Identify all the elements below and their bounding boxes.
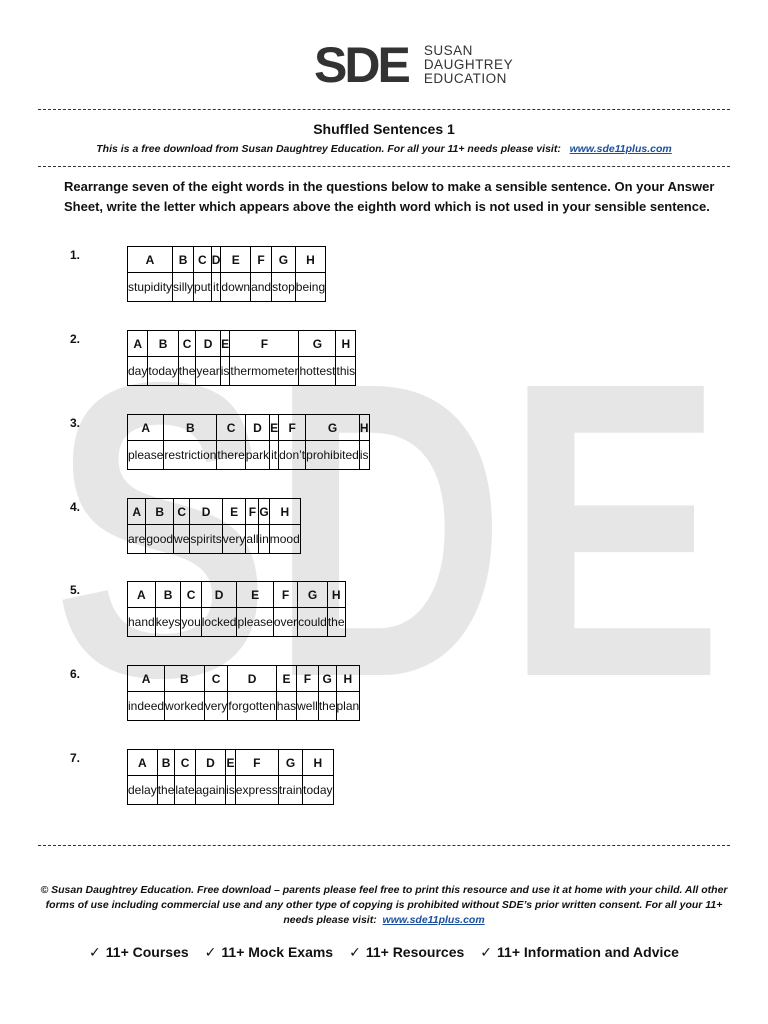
check-icon: ✓ [349,944,361,960]
word-cell: down [221,273,251,302]
word-grid [127,498,301,554]
word-grid [127,581,346,637]
footer-text: © Susan Daughtrey Education. Free download – parents please feel free to print this resource and use it at home with your child. All other forms of use including commercial use and any other type of copying is prohibited without SDE’s prior written consent. For all your 11+ needs please visit: [40,884,728,926]
word-cell: train [278,776,302,805]
word-cell: delay [128,776,158,805]
word-cell: well [297,692,319,721]
question-number: 2. [70,332,81,346]
footer-link[interactable]: www.sde11plus.com [382,914,485,926]
letter-cell: B [146,499,174,525]
logo-line-3: EDUCATION [423,71,507,86]
word-cell: the [157,776,175,805]
subtitle-link[interactable]: www.sde11plus.com [569,143,672,155]
footer-notice [40,883,728,928]
word-cell: locked [201,608,237,637]
feature-item: ✓ 11+ Mock Exams [204,944,334,960]
letter-cell: B [165,666,205,692]
feature-list [0,944,768,961]
letter-cell: H [303,750,333,776]
word-cell: very [222,525,246,554]
check-icon: ✓ [204,944,217,960]
word-cell: thermometer [230,357,299,386]
word-row [128,608,346,637]
letter-cell: D [201,582,237,608]
word-cell: the [327,608,345,637]
word-cell: is [226,776,236,805]
letter-cell: E [221,247,251,273]
logo-line-2: DAUGHTREY [423,57,514,72]
question-number: 4. [70,500,81,514]
letter-cell: G [259,499,269,525]
letter-cell: F [273,582,297,608]
word-cell: again [195,776,225,805]
word-cell: the [318,692,336,721]
word-cell: indeed [128,692,165,721]
letter-cell: B [157,750,175,776]
letter-cell: A [128,247,173,273]
question-number: 6. [70,667,81,681]
word-cell: late [175,776,195,805]
letter-cell: H [336,331,356,357]
word-cell: put [194,273,212,302]
word-grid [127,749,334,805]
word-cell: is [220,357,230,386]
word-cell: hottest [299,357,336,386]
letter-cell: C [174,499,190,525]
word-row [128,776,334,805]
divider-mid [38,166,730,167]
letter-cell: G [299,331,336,357]
letter-row [128,415,370,441]
letter-cell: D [190,499,222,525]
letter-row [128,582,346,608]
letter-cell: D [195,750,225,776]
word-cell: express [235,776,278,805]
letter-cell: D [245,415,269,441]
word-cell: forgotten [228,692,276,721]
letter-cell: A [128,582,156,608]
letter-cell: E [222,499,246,525]
letter-cell: F [230,331,299,357]
page-title: Shuffled Sentences 1 [313,121,455,137]
letter-cell: H [327,582,345,608]
svg-text:SDE: SDE [53,360,723,690]
letter-cell: F [235,750,278,776]
letter-cell: D [211,247,221,273]
letter-cell: E [270,415,279,441]
word-cell: day [128,357,148,386]
letter-cell: F [297,666,319,692]
check-icon: ✓ [480,944,493,960]
logo-line-1: SUSAN [423,43,473,58]
letter-row [128,750,334,776]
question-number: 5. [70,583,81,597]
letter-cell: B [164,415,217,441]
question-number: 3. [70,416,81,430]
letter-cell: F [246,499,259,525]
word-cell: has [276,692,296,721]
check-icon: ✓ [89,944,101,960]
word-cell: mood [269,525,300,554]
feature-item: ✓ 11+ Resources [349,944,465,960]
letter-cell: H [295,247,325,273]
word-cell: today [303,776,333,805]
word-grid [127,330,356,386]
sde-logo [314,37,514,93]
letter-cell: A [128,331,148,357]
letter-row [128,247,326,273]
letter-cell: B [173,247,194,273]
word-cell: it [211,273,221,302]
word-cell: are [128,525,146,554]
instructions: Rearrange seven of the eight words in the questions below to make a sensible sentence. On your Answer Sheet, write the letter which appears above the eighth word which is not used in your sensible sentence. [64,179,715,214]
word-cell: all [246,525,259,554]
question-number: 7. [70,751,81,765]
divider-bottom [38,845,730,846]
word-row [128,525,301,554]
subtitle [0,143,768,155]
letter-cell: C [178,331,196,357]
letter-cell: F [279,415,306,441]
word-cell: very [204,692,228,721]
word-cell: keys [155,608,181,637]
letter-cell: D [196,331,220,357]
letter-cell: A [128,666,165,692]
word-cell: over [273,608,297,637]
word-cell: today [148,357,178,386]
word-cell: you [181,608,201,637]
letter-cell: E [237,582,273,608]
word-grid [127,414,370,470]
letter-cell: B [148,331,178,357]
word-cell: good [146,525,174,554]
word-cell: please [237,608,273,637]
letter-cell: A [128,415,164,441]
letter-cell: A [128,499,146,525]
letter-cell: E [220,331,230,357]
word-cell: silly [173,273,194,302]
word-grid [127,246,326,302]
letter-cell: C [181,582,201,608]
letter-row [128,499,301,525]
letter-cell: B [155,582,181,608]
letter-row [128,331,356,357]
letter-cell: G [278,750,302,776]
letter-cell: E [226,750,236,776]
letter-cell: D [228,666,276,692]
word-cell: it [270,441,279,470]
logo-wordmark [424,44,513,86]
logo-mark: SDE [314,37,408,93]
word-cell: being [295,273,325,302]
feature-item: ✓ 11+ Courses [89,944,189,960]
word-cell: the [178,357,196,386]
letter-cell: C [217,415,245,441]
word-cell: prohibited [306,441,360,470]
letter-cell: A [128,750,158,776]
word-cell: this [336,357,356,386]
letter-cell: C [194,247,212,273]
word-cell: plan [336,692,360,721]
word-cell: stop [272,273,296,302]
word-cell: in [259,525,269,554]
word-cell: we [174,525,190,554]
feature-item: ✓ 11+ Information and Advice [480,944,679,960]
letter-cell: H [269,499,300,525]
subtitle-text: This is a free download from Susan Daughtrey Education. For all your 11+ needs please visit: [96,143,561,155]
word-cell: park [245,441,269,470]
letter-cell: G [298,582,328,608]
word-row [128,692,360,721]
word-cell: there [217,441,245,470]
word-row [128,441,370,470]
word-cell: is [359,441,369,470]
letter-cell: F [251,247,272,273]
letter-cell: H [336,666,360,692]
word-cell: stupidity [128,273,173,302]
letter-cell: G [272,247,296,273]
letter-cell: G [306,415,360,441]
word-cell: year [196,357,220,386]
word-cell: could [298,608,328,637]
word-cell: spirits [190,525,222,554]
question-number: 1. [70,248,81,262]
word-cell: please [128,441,164,470]
letter-cell: C [175,750,195,776]
divider-top [38,109,730,110]
word-row [128,357,356,386]
letter-cell: C [204,666,228,692]
word-grid [127,665,360,721]
word-cell: and [251,273,272,302]
word-cell: restriction [164,441,217,470]
word-row [128,273,326,302]
word-cell: hand [128,608,156,637]
word-cell: worked [165,692,205,721]
word-cell: don’t [279,441,306,470]
letter-cell: H [359,415,369,441]
letter-cell: E [276,666,296,692]
letter-row [128,666,360,692]
letter-cell: G [318,666,336,692]
